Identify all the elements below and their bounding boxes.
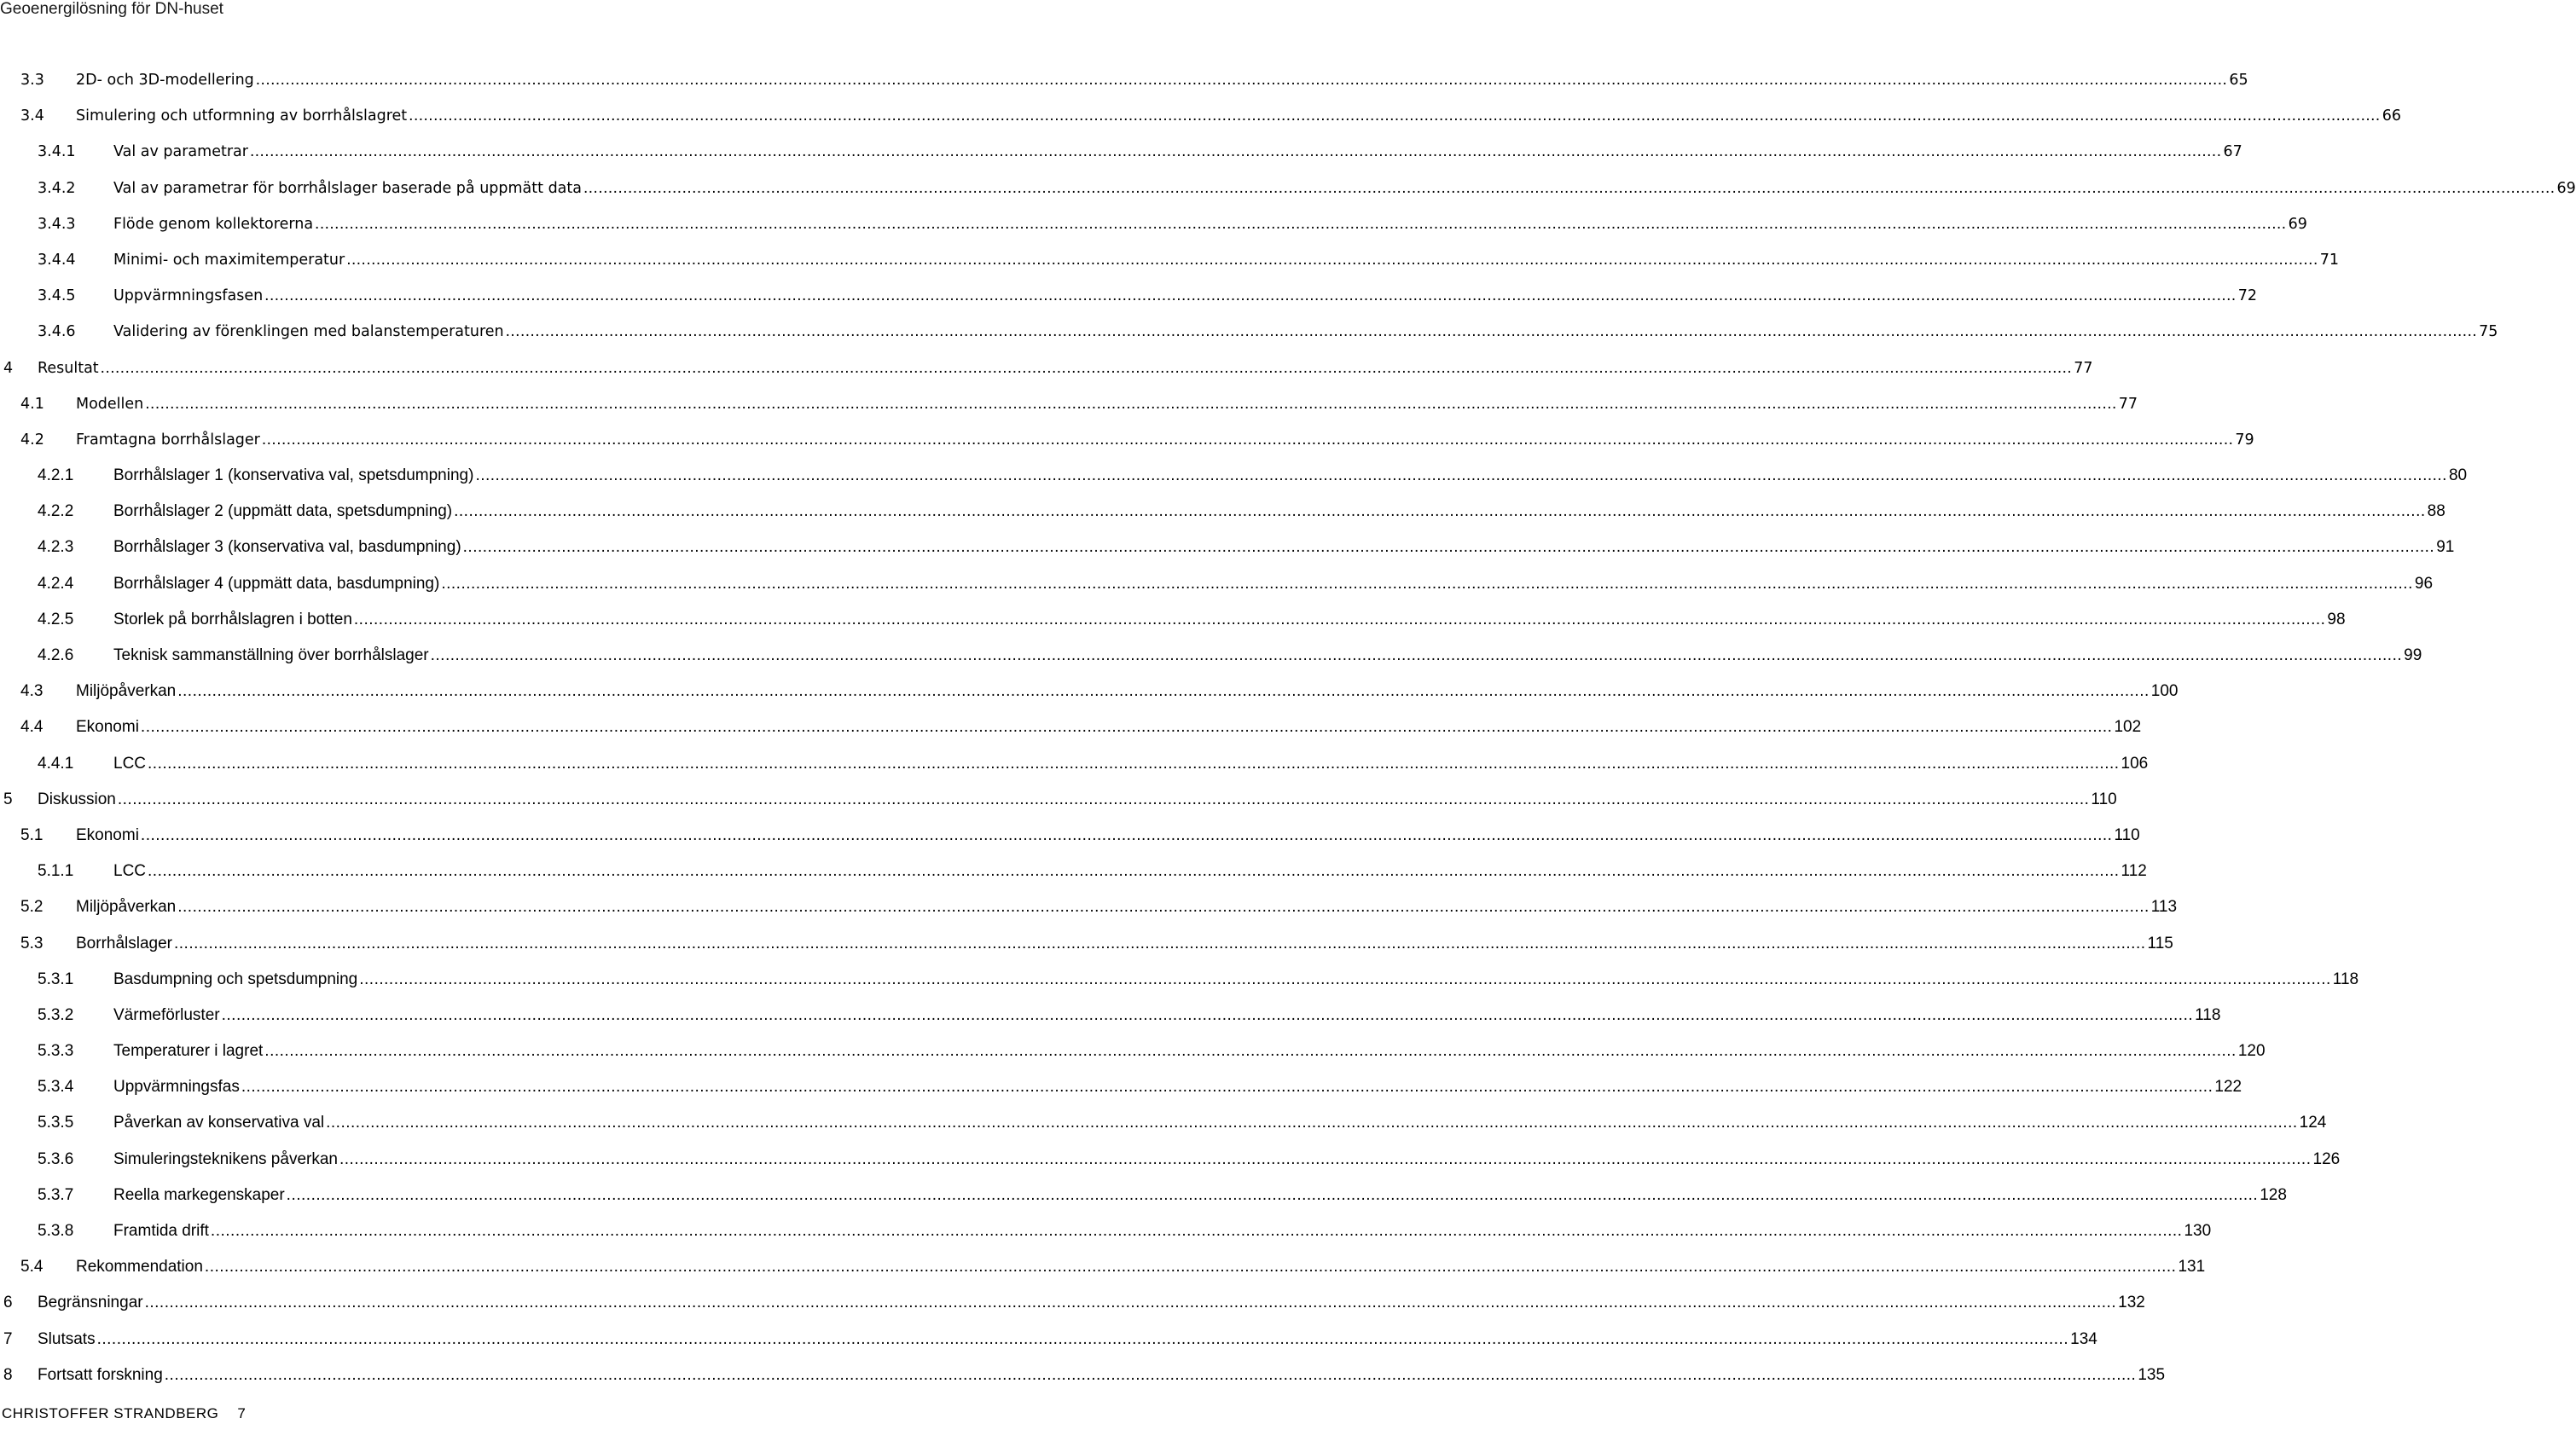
- toc-entry-page-number: 66: [2382, 107, 2401, 125]
- toc-dot-leader: ................................................................................................................................................................................................................................................................................................................................................................................................................: [339, 1149, 2312, 1168]
- toc-entry[interactable]: [0, 782, 2117, 818]
- toc-entry[interactable]: [0, 998, 2221, 1033]
- toc-entry-number: 3.4: [20, 107, 44, 125]
- toc-entry-title: Teknisk sammanställning över borrhålslager: [113, 646, 429, 664]
- toc-entry-number: 3.4.5: [38, 287, 76, 305]
- toc-entry[interactable]: [0, 1358, 2166, 1393]
- running-header: Geoenergilösning för DN-huset: [0, 0, 223, 18]
- toc-entry[interactable]: [0, 350, 2093, 386]
- toc-entry-title: Resultat: [38, 359, 99, 377]
- toc-entry-page-number: 96: [2414, 574, 2434, 593]
- toc-dot-leader: ................................................................................................................................................................................................................................................................................................................................................................................................................: [255, 71, 2228, 89]
- toc-entry-number: 5.3: [20, 934, 44, 952]
- toc-dot-leader: ................................................................................................................................................................................................................................................................................................................................................................................................................: [177, 682, 2150, 701]
- toc-entry-number: 3.4.1: [38, 143, 76, 161]
- toc-dot-leader: ................................................................................................................................................................................................................................................................................................................................................................................................................: [249, 142, 2222, 161]
- toc-entry-page-number: 112: [2121, 862, 2147, 881]
- toc-entry-number: 5.3.6: [38, 1149, 74, 1168]
- toc-entry-page-number: 67: [2223, 143, 2242, 161]
- toc-entry-number: 4.4: [20, 718, 44, 737]
- toc-entry-title: Ekonomi: [76, 718, 139, 737]
- toc-entry-page-number: 110: [2114, 825, 2140, 844]
- toc-entry-number: 4.2.1: [38, 466, 74, 485]
- toc-entry-page-number: 99: [2404, 646, 2422, 664]
- toc-entry[interactable]: [0, 278, 2257, 314]
- toc-entry-number: 3.3: [20, 72, 44, 89]
- toc-entry[interactable]: [0, 422, 2254, 458]
- toc-entry-page-number: 126: [2312, 1149, 2341, 1168]
- toc-entry-page-number: 72: [2237, 287, 2257, 305]
- toc-entry-title: Storlek på borrhålslagren i botten: [113, 610, 352, 628]
- toc-entry[interactable]: [0, 709, 2142, 745]
- toc-entry[interactable]: [0, 1213, 2212, 1249]
- toc-entry-number: 3.4.2: [38, 179, 76, 197]
- toc-dot-leader: ................................................................................................................................................................................................................................................................................................................................................................................................................: [210, 1222, 2183, 1240]
- toc-entry[interactable]: [0, 889, 2178, 925]
- toc-entry-title: Val av parametrar: [113, 143, 248, 161]
- toc-entry-page-number: 115: [2147, 934, 2173, 952]
- toc-entry-page-number: 130: [2184, 1222, 2212, 1240]
- toc-entry-title: Diskussion: [38, 790, 116, 808]
- toc-dot-leader: ................................................................................................................................................................................................................................................................................................................................................................................................................: [144, 1294, 2117, 1312]
- toc-entry-title: Fortsatt forskning: [38, 1365, 163, 1384]
- toc-entry[interactable]: [0, 386, 2138, 422]
- toc-entry[interactable]: [0, 818, 2140, 854]
- toc-entry-number: 4: [3, 359, 14, 377]
- toc-entry-number: 7: [3, 1329, 13, 1348]
- toc-entry[interactable]: [0, 602, 2346, 638]
- toc-dot-leader: ................................................................................................................................................................................................................................................................................................................................................................................................................: [261, 430, 2234, 449]
- toc-entry[interactable]: [0, 1249, 2206, 1285]
- toc-entry-number: 5.3.1: [38, 970, 74, 988]
- toc-entry-title: Borrhålslager 3 (konservativa val, basdumpning): [113, 538, 461, 557]
- toc-entry-title: Slutsats: [38, 1329, 96, 1348]
- toc-dot-leader: ................................................................................................................................................................................................................................................................................................................................................................................................................: [583, 178, 2556, 197]
- toc-entry-number: 8: [3, 1365, 13, 1384]
- toc-entry-number: 5.3.5: [38, 1114, 74, 1132]
- toc-entry-page-number: 98: [2327, 610, 2346, 628]
- toc-entry-page-number: 88: [2427, 502, 2445, 521]
- toc-entry-number: 4.2.2: [38, 502, 74, 521]
- toc-entry-number: 5.3.3: [38, 1042, 74, 1061]
- toc-entry-page-number: 80: [2448, 466, 2468, 485]
- toc-dot-leader: ................................................................................................................................................................................................................................................................................................................................................................................................................: [315, 214, 2287, 233]
- toc-entry[interactable]: [0, 242, 2340, 278]
- toc-entry-number: 4.2.3: [38, 538, 74, 557]
- toc-entry-number: 4.4.1: [38, 754, 74, 773]
- toc-entry[interactable]: [0, 134, 2242, 170]
- toc-entry-page-number: 132: [2118, 1294, 2145, 1312]
- toc-entry-page-number: 77: [2074, 359, 2093, 377]
- toc-entry-number: 5: [3, 790, 13, 808]
- toc-dot-leader: ................................................................................................................................................................................................................................................................................................................................................................................................................: [148, 862, 2120, 881]
- toc-entry-title: Påverkan av konservativa val: [113, 1114, 325, 1132]
- toc-entry-title: 2D- och 3D-modellering: [76, 72, 254, 89]
- toc-entry-number: 4.3: [20, 682, 44, 701]
- toc-entry-page-number: 100: [2150, 682, 2179, 701]
- toc-entry-title: Flöde genom kollektorerna: [113, 215, 314, 233]
- toc-entry[interactable]: [0, 206, 2307, 242]
- toc-entry-title: Framtida drift: [113, 1222, 209, 1240]
- footer-author: CHRISTOFFER STRANDBERG: [2, 1405, 219, 1421]
- toc-entry-page-number: 122: [2214, 1078, 2242, 1097]
- toc-entry[interactable]: [0, 1105, 2327, 1141]
- toc-entry-number: 5.3.4: [38, 1078, 74, 1097]
- toc-entry-title: Rekommendation: [76, 1258, 203, 1277]
- toc-entry-title: Basdumpning och spetsdumpning: [113, 970, 358, 988]
- toc-dot-leader: ................................................................................................................................................................................................................................................................................................................................................................................................................: [221, 1005, 2194, 1024]
- toc-entry[interactable]: [0, 62, 2248, 98]
- toc-entry-title: LCC: [113, 862, 147, 881]
- toc-entry-number: 6: [3, 1294, 13, 1312]
- toc-entry-number: 4.2.5: [38, 610, 74, 628]
- toc-entry[interactable]: [0, 746, 2149, 782]
- toc-dot-leader: ................................................................................................................................................................................................................................................................................................................................................................................................................: [241, 1078, 2213, 1097]
- toc-dot-leader: ................................................................................................................................................................................................................................................................................................................................................................................................................: [145, 394, 2117, 413]
- toc-entry-title: Ekonomi: [76, 825, 139, 844]
- toc-entry[interactable]: [0, 674, 2179, 709]
- toc-dot-leader: ................................................................................................................................................................................................................................................................................................................................................................................................................: [286, 1185, 2259, 1204]
- toc-dot-leader: ................................................................................................................................................................................................................................................................................................................................................................................................................: [430, 646, 2403, 664]
- toc-entry-title: Uppvärmningsfasen: [113, 287, 264, 305]
- toc-entry[interactable]: [0, 962, 2359, 998]
- toc-entry-title: LCC: [113, 754, 147, 773]
- toc-entry-number: 5.1: [20, 825, 44, 844]
- toc-entry-page-number: 91: [2436, 538, 2455, 557]
- footer-page-number: 7: [237, 1405, 247, 1421]
- toc-entry-title: Värmeförluster: [113, 1005, 220, 1024]
- toc-dot-leader: ................................................................................................................................................................................................................................................................................................................................................................................................................: [409, 107, 2381, 125]
- toc-entry-page-number: 106: [2121, 754, 2149, 773]
- toc-entry[interactable]: [0, 494, 2445, 530]
- toc-dot-leader: ................................................................................................................................................................................................................................................................................................................................................................................................................: [359, 970, 2331, 988]
- toc-entry-page-number: 75: [2479, 323, 2498, 341]
- toc-entry-number: 5.3.8: [38, 1222, 74, 1240]
- toc-entry-page-number: 69: [2288, 215, 2307, 233]
- toc-entry[interactable]: [0, 1322, 2097, 1358]
- toc-entry-title: Reella markegenskaper: [113, 1185, 285, 1204]
- toc-entry-title: Borrhålslager 1 (konservativa val, spetsdumpning): [113, 466, 474, 485]
- toc-entry[interactable]: [0, 1069, 2242, 1105]
- toc-entry-title: Framtagna borrhålslager: [76, 431, 260, 449]
- toc-entry-page-number: 69: [2556, 179, 2576, 197]
- toc-dot-leader: ................................................................................................................................................................................................................................................................................................................................................................................................................: [117, 790, 2090, 808]
- toc-entry-title: Begränsningar: [38, 1294, 143, 1312]
- toc-entry[interactable]: [0, 98, 2401, 134]
- toc-entry-page-number: 124: [2299, 1114, 2327, 1132]
- toc-entry-number: 3.4.4: [38, 251, 76, 269]
- toc-dot-leader: ................................................................................................................................................................................................................................................................................................................................................................................................................: [148, 754, 2120, 773]
- toc-entry[interactable]: [0, 171, 2576, 206]
- toc-entry[interactable]: [0, 1285, 2145, 1321]
- toc-entry-title: Modellen: [76, 395, 144, 413]
- toc-entry[interactable]: [0, 1033, 2266, 1069]
- toc-dot-leader: ................................................................................................................................................................................................................................................................................................................................................................................................................: [326, 1114, 2298, 1132]
- toc-entry[interactable]: [0, 314, 2498, 350]
- toc-entry-page-number: 120: [2237, 1042, 2266, 1061]
- toc-dot-leader: ................................................................................................................................................................................................................................................................................................................................................................................................................: [174, 934, 2146, 952]
- toc-entry-number: 4.1: [20, 395, 44, 413]
- toc-dot-leader: ................................................................................................................................................................................................................................................................................................................................................................................................................: [353, 610, 2326, 628]
- toc-entry-number: 3.4.6: [38, 323, 76, 341]
- toc-entry-title: Uppvärmningsfas: [113, 1078, 240, 1097]
- toc-entry-title: Temperaturer i lagret: [113, 1042, 264, 1061]
- toc-entry-number: 3.4.3: [38, 215, 76, 233]
- toc-dot-leader: ................................................................................................................................................................................................................................................................................................................................................................................................................: [140, 825, 2113, 844]
- toc-entry[interactable]: [0, 638, 2422, 674]
- toc-entry-title: Simulering och utformning av borrhålslagret: [76, 107, 408, 125]
- toc-entry-title: Miljöpåverkan: [76, 682, 177, 701]
- toc-entry-page-number: 113: [2150, 898, 2178, 917]
- toc-entry[interactable]: [0, 854, 2147, 889]
- toc-entry-title: Minimi- och maximitemperatur: [113, 251, 345, 269]
- toc-entry-page-number: 102: [2114, 718, 2142, 737]
- toc-dot-leader: ................................................................................................................................................................................................................................................................................................................................................................................................................: [140, 718, 2113, 737]
- toc-entry[interactable]: [0, 926, 2173, 962]
- toc-entry-number: 5.3.2: [38, 1005, 74, 1024]
- toc-entry-number: 5.4: [20, 1258, 44, 1277]
- toc-entry-page-number: 134: [2070, 1329, 2097, 1348]
- table-of-contents: [0, 62, 2576, 1393]
- toc-entry-title: Miljöpåverkan: [76, 898, 177, 917]
- toc-entry-page-number: 79: [2235, 431, 2254, 449]
- toc-entry-page-number: 131: [2178, 1258, 2206, 1277]
- toc-dot-leader: ................................................................................................................................................................................................................................................................................................................................................................................................................: [264, 1042, 2237, 1061]
- toc-dot-leader: ................................................................................................................................................................................................................................................................................................................................................................................................................: [454, 502, 2426, 521]
- page-footer: [2, 1405, 246, 1422]
- toc-dot-leader: ................................................................................................................................................................................................................................................................................................................................................................................................................: [505, 322, 2478, 341]
- toc-entry-title: Borrhålslager 2 (uppmätt data, spetsdumpning): [113, 502, 453, 521]
- toc-entry-number: 5.3.7: [38, 1185, 74, 1204]
- toc-entry-title: Validering av förenklingen med balanstemperaturen: [113, 323, 504, 341]
- toc-entry-number: 5.1.1: [38, 862, 74, 881]
- toc-dot-leader: ................................................................................................................................................................................................................................................................................................................................................................................................................: [96, 1329, 2069, 1348]
- toc-dot-leader: ................................................................................................................................................................................................................................................................................................................................................................................................................: [346, 250, 2318, 269]
- toc-entry-title: Val av parametrar för borrhålslager baserade på uppmätt data: [113, 179, 582, 197]
- toc-entry-number: 4.2.4: [38, 574, 74, 593]
- toc-entry-title: Borrhålslager: [76, 934, 172, 952]
- toc-entry-page-number: 71: [2319, 251, 2340, 269]
- toc-entry[interactable]: [0, 1142, 2341, 1178]
- toc-dot-leader: ................................................................................................................................................................................................................................................................................................................................................................................................................: [204, 1258, 2177, 1277]
- toc-entry[interactable]: [0, 1178, 2287, 1213]
- toc-entry-page-number: 118: [2195, 1005, 2221, 1024]
- toc-dot-leader: ................................................................................................................................................................................................................................................................................................................................................................................................................: [264, 287, 2237, 305]
- toc-dot-leader: ................................................................................................................................................................................................................................................................................................................................................................................................................: [164, 1365, 2137, 1384]
- toc-dot-leader: ................................................................................................................................................................................................................................................................................................................................................................................................................: [441, 574, 2413, 593]
- toc-dot-leader: ................................................................................................................................................................................................................................................................................................................................................................................................................: [177, 898, 2150, 917]
- toc-entry-number: 4.2.6: [38, 646, 74, 664]
- toc-entry-page-number: 128: [2260, 1185, 2287, 1204]
- toc-entry-page-number: 110: [2091, 790, 2117, 808]
- toc-entry-number: 4.2: [20, 431, 44, 449]
- toc-entry-page-number: 65: [2229, 72, 2248, 89]
- toc-entry[interactable]: [0, 530, 2455, 565]
- toc-dot-leader: ................................................................................................................................................................................................................................................................................................................................................................................................................: [475, 466, 2447, 485]
- toc-entry-page-number: 135: [2138, 1365, 2166, 1384]
- toc-dot-leader: ................................................................................................................................................................................................................................................................................................................................................................................................................: [462, 538, 2435, 557]
- toc-entry-page-number: 77: [2118, 395, 2138, 413]
- toc-entry[interactable]: [0, 458, 2468, 494]
- toc-entry[interactable]: [0, 566, 2434, 602]
- toc-dot-leader: ................................................................................................................................................................................................................................................................................................................................................................................................................: [100, 358, 2073, 377]
- toc-entry-title: Simuleringsteknikens påverkan: [113, 1149, 338, 1168]
- toc-entry-page-number: 118: [2332, 970, 2359, 988]
- toc-entry-title: Borrhålslager 4 (uppmätt data, basdumpning): [113, 574, 440, 593]
- toc-entry-number: 5.2: [20, 898, 44, 917]
